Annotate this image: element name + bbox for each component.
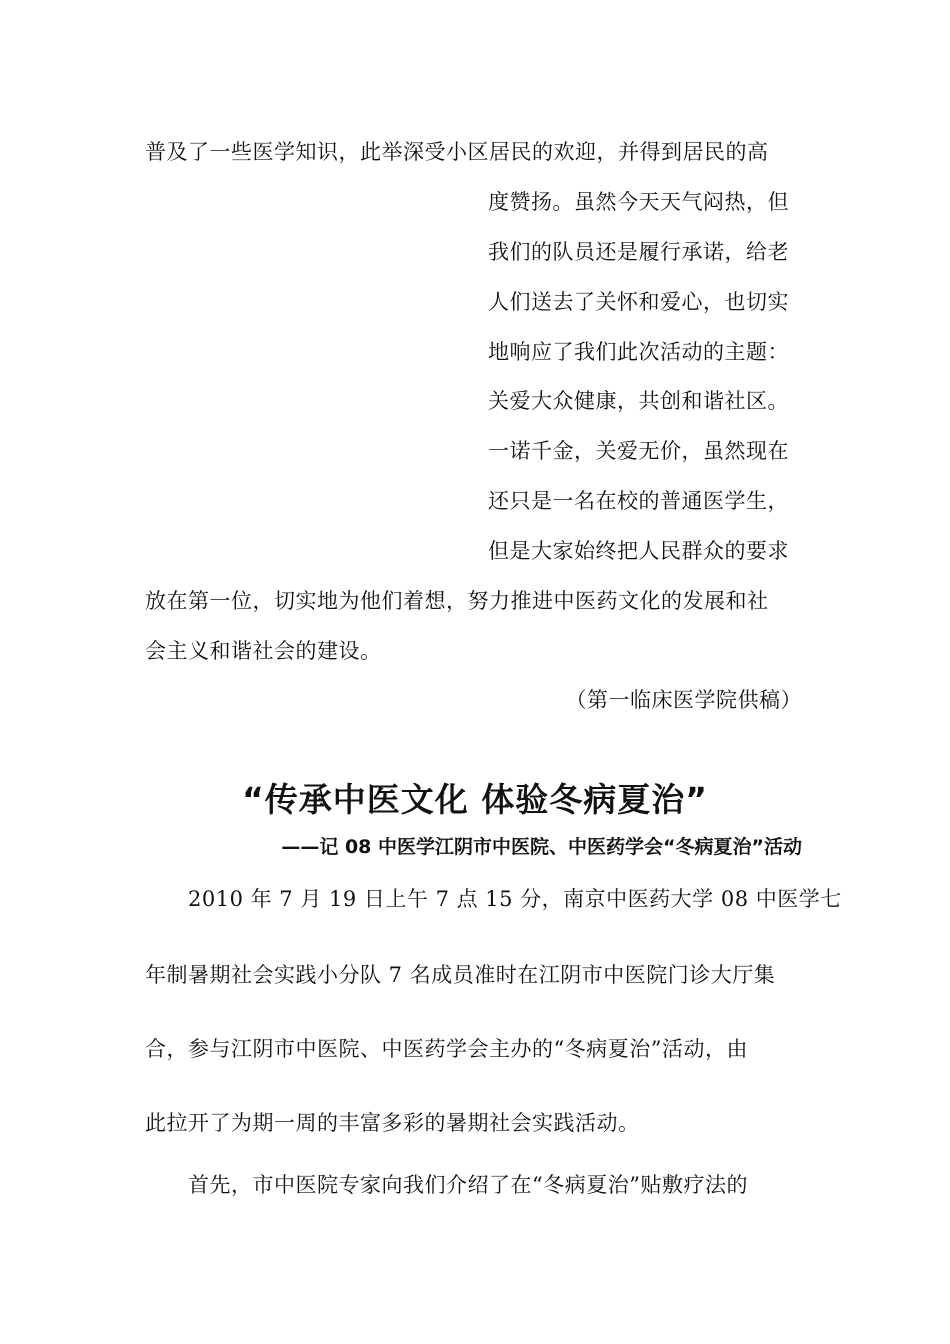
text-line: 会主义和谐社会的建设。 bbox=[145, 639, 382, 663]
text-line: 放在第一位，切实地为他们着想，努力推进中医药文化的发展和社 bbox=[145, 589, 769, 613]
text-line: 合，参与江阴市中医院、中医药学会主办的“冬病夏治”活动，由 bbox=[145, 1037, 748, 1061]
text-line: 人们送去了关怀和爱心，也切实 bbox=[488, 290, 789, 314]
text-line: 地响应了我们此次活动的主题： bbox=[488, 340, 789, 364]
text-line: 普及了一些医学知识，此举深受小区居民的欢迎，并得到居民的高 bbox=[145, 140, 769, 164]
text-line: 我们的队员还是履行承诺，给老 bbox=[488, 240, 789, 264]
text-line: 但是大家始终把人民群众的要求 bbox=[488, 539, 789, 563]
credit-line: （第一临床医学院供稿） bbox=[565, 688, 802, 712]
text-line: 还只是一名在校的普通医学生， bbox=[488, 489, 789, 513]
text-line: 首先，市中医院专家向我们介绍了在“冬病夏治”贴敷疗法的 bbox=[188, 1173, 748, 1197]
text-line: 此拉开了为期一周的丰富多彩的暑期社会实践活动。 bbox=[145, 1111, 640, 1135]
article-title: “传承中医文化 体验冬病夏治” bbox=[242, 780, 708, 819]
text-line: 度赞扬。虽然今天天气闷热，但 bbox=[488, 190, 789, 214]
text-line: 2010 年 7 月 19 日上午 7 点 15 分，南京中医药大学 08 中医学七 bbox=[188, 887, 842, 911]
text-line: 关爱大众健康，共创和谐社区。 bbox=[488, 389, 789, 413]
text-line: 年制暑期社会实践小分队 7 名成员准时在江阴市中医院门诊大厅集 bbox=[145, 963, 776, 987]
article-subtitle: ——记 08 中医学江阴市中医院、中医药学会“冬病夏治”活动 bbox=[281, 836, 802, 858]
text-line: 一诺千金，关爱无价，虽然现在 bbox=[488, 439, 789, 463]
